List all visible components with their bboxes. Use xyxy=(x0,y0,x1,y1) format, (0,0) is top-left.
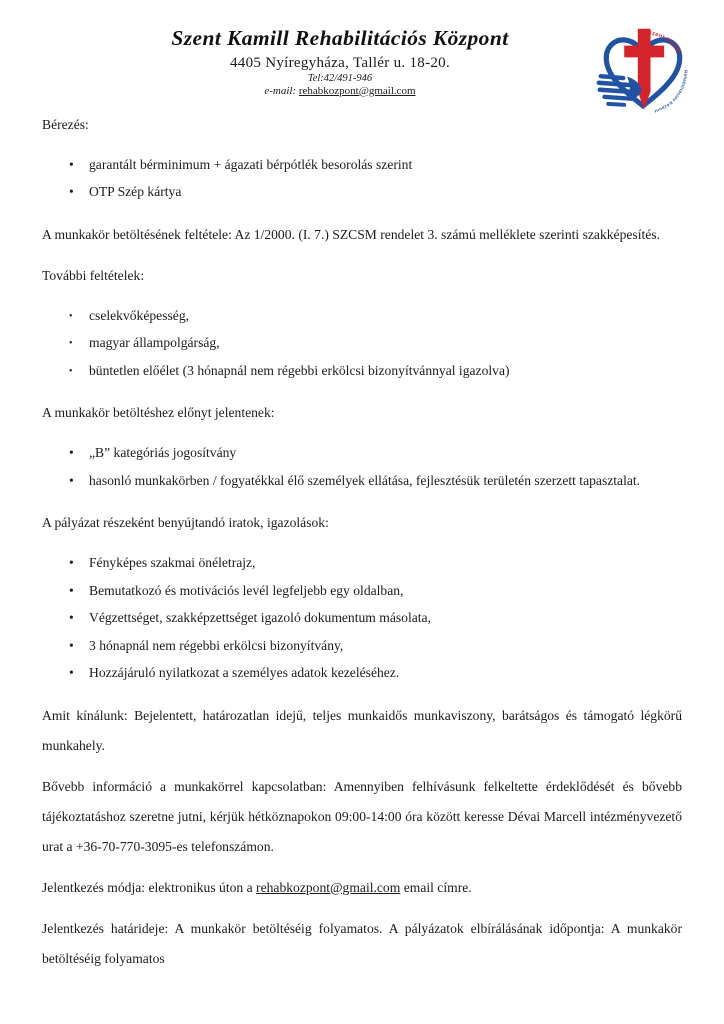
bullet-item-text: 3 hónapnál nem régebbi erkölcsi bizonyítvány, xyxy=(89,637,344,653)
apply-suffix: email címre. xyxy=(400,879,472,895)
bullet-item-text: Hozzájáruló nyilatkozat a személyes adatok kezeléséhez. xyxy=(89,665,400,681)
logo-arc-text-side: Rehabilitációs Központ xyxy=(653,70,689,114)
further-conditions-list xyxy=(42,302,682,385)
org-email-line xyxy=(20,85,660,97)
bullet-item xyxy=(42,178,682,206)
bullet-item xyxy=(42,549,682,577)
org-phone: Tel:42/491-946 xyxy=(307,72,373,84)
bullet-item xyxy=(42,604,682,632)
bullet-item-text: Bemutatkozó és motivációs levél legfeljebb egy oldalban, xyxy=(89,582,404,598)
bullet-item-text: magyar állampolgárság, xyxy=(89,335,220,351)
bullet-item-text: garantált bérminimum + ágazati bérpótlék besorolás szerint xyxy=(89,156,413,172)
heart-cross-hands-logo xyxy=(596,24,690,118)
bullet-item xyxy=(42,467,682,495)
bullet-item xyxy=(42,357,682,385)
bullet-item xyxy=(42,577,682,605)
bullet-item-text: OTP Szép kártya xyxy=(89,184,182,200)
bullet-item xyxy=(42,302,682,330)
bullet-item-text: „B” kategóriás jogosítvány xyxy=(89,445,237,461)
bullet-item xyxy=(42,659,682,687)
deadline-paragraph: Jelentkezés határideje: A munkakör betöltéséig folyamatos. A pályázatok elbírálásának időpontja: A munkakör betöltéséig folyamatos xyxy=(42,920,682,966)
org-logo xyxy=(596,24,690,118)
documents-heading: A pályázat részeként benyújtandó iratok, igazolások: xyxy=(42,515,329,531)
bullet-item-text: büntetlen előélet (3 hónapnál nem régebbi erkölcsi bizonyítvánnyal igazolva) xyxy=(89,362,510,378)
apply-email-link[interactable]: rehabkozpont@gmail.com xyxy=(256,879,401,895)
email-label: e-mail: xyxy=(264,84,297,97)
apply-prefix: Jelentkezés módja: elektronikus úton a xyxy=(42,879,257,895)
letterhead xyxy=(20,0,660,97)
bullet-item-text: Végzettséget, szakképzettséget igazoló dokumentum másolata, xyxy=(89,610,431,626)
salary-heading: Bérezés: xyxy=(42,116,89,132)
bullet-item-text: cselekvőképesség, xyxy=(89,307,190,323)
job-posting-body xyxy=(0,97,724,974)
header-email-link[interactable]: rehabkozpont@gmail.com xyxy=(298,84,416,97)
apply-paragraph xyxy=(42,873,682,903)
offer-paragraph: Amit kínálunk: Bejelentett, határozatlan idejű, teljes munkaidős munkaviszony, barátságos és támogató légkörű munkahely. xyxy=(42,707,682,753)
documents-list xyxy=(42,549,682,687)
org-name: Szent Kamill Rehabilitációs Központ xyxy=(171,26,509,50)
further-conditions-heading: További feltételek: xyxy=(42,267,145,283)
advantages-list xyxy=(42,439,682,494)
bullet-item xyxy=(42,632,682,660)
requirement-paragraph: A munkakör betöltésének feltétele: Az 1/2000. (I. 7.) SZCSM rendelet 3. számú melléklete szerinti szakképesítés. xyxy=(42,226,660,242)
bullet-item xyxy=(42,151,682,179)
bullet-item-text: Fényképes szakmai önéletrajz, xyxy=(89,555,256,571)
bullet-item-text: hasonló munkakörben / fogyatékkal élő személyek ellátása, fejlesztésük területén szerzett tapasztalat. xyxy=(89,472,641,488)
salary-list xyxy=(42,151,682,206)
logo-arc-text-top: Szent Kamill xyxy=(647,30,683,56)
info-paragraph: Bővebb információ a munkakörrel kapcsolatban: Amennyiben felhívásunk felkeltette érdeklődését és bővebb tájékoztatáshoz szeretne jutni, kérjük hétköznapokon 09:00-14:00 óra között keresse Dévai Marcell intézményvezető urat a +36-70-770-3095-es telefonszámon. xyxy=(42,778,682,854)
advantages-heading: A munkakör betöltéshez előnyt jelentenek: xyxy=(42,405,275,421)
bullet-item xyxy=(42,329,682,357)
org-address: 4405 Nyíregyháza, Tallér u. 18-20. xyxy=(229,54,451,71)
bullet-item xyxy=(42,439,682,467)
